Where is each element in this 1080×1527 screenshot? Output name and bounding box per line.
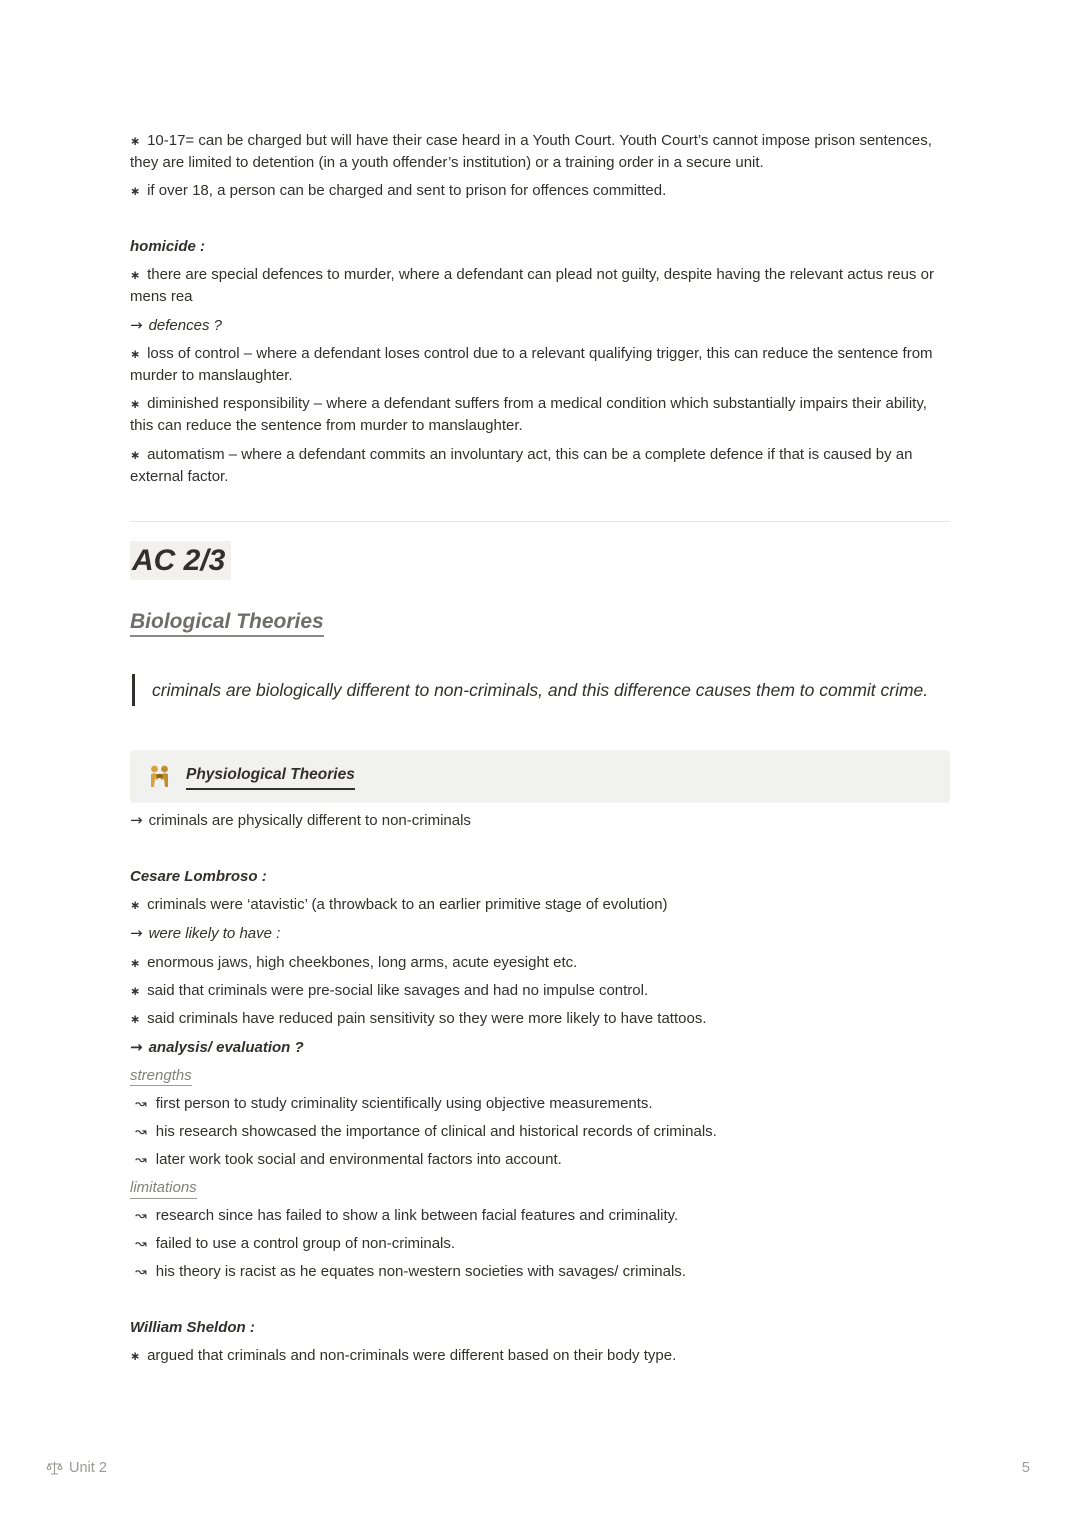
limitations-label-row	[130, 1177, 950, 1199]
bullet-item	[130, 393, 950, 437]
arrow-item	[130, 314, 950, 337]
section-heading-lombroso: Cesare Lombroso :	[130, 868, 267, 886]
bullet-item	[130, 130, 950, 174]
quote-block: criminals are biologically different to non-criminals, and this difference causes them to commit crime.	[132, 674, 950, 706]
arrow-item	[130, 922, 950, 945]
bullet-item	[130, 980, 950, 1002]
arrow-item-analysis	[130, 1036, 950, 1059]
bullet-text: enormous jaws, high cheekbones, long arms, acute eyesight etc.	[147, 953, 578, 971]
callout-title: Physiological Theories	[186, 764, 355, 790]
star-bullet-icon: ∗	[130, 347, 141, 362]
wave-arrow-icon: ↝	[135, 1151, 147, 1168]
bullet-item	[130, 952, 950, 974]
bullet-text: there are special defences to murder, where a defendant can plead not guilty, despite having the relevant actus reus or mens rea	[130, 266, 934, 306]
bullet-item	[130, 180, 950, 202]
star-bullet-icon: ∗	[130, 397, 141, 412]
star-bullet-icon: ∗	[130, 1349, 141, 1364]
star-bullet-icon: ∗	[130, 983, 141, 998]
star-bullet-icon: ∗	[130, 184, 141, 199]
bullet-item	[130, 264, 950, 308]
wrestlers-emoji	[146, 763, 173, 790]
star-bullet-icon: ∗	[130, 898, 141, 913]
limitation-text: failed to use a control group of non-criminals.	[155, 1234, 456, 1252]
wave-arrow-icon: ↝	[135, 1235, 147, 1252]
strength-item	[130, 1121, 950, 1143]
footer-unit	[46, 1458, 107, 1479]
bullet-text: diminished responsibility – where a defendant suffers from a medical condition which substantially impairs their ability, this can reduce the sentence from murder to manslaughter.	[130, 395, 927, 435]
document-body	[130, 124, 950, 1373]
limitation-text: research since has failed to show a link between facial features and criminality.	[155, 1206, 679, 1224]
arrow-text: analysis/ evaluation ?	[148, 1038, 304, 1056]
right-arrow-icon: →	[130, 1037, 143, 1056]
bullet-item	[130, 894, 950, 916]
wave-arrow-icon: ↝	[135, 1095, 147, 1112]
star-bullet-icon: ∗	[130, 447, 141, 462]
arrow-item	[130, 809, 950, 832]
bullet-text: said criminals have reduced pain sensitivity so they were more likely to have tattoos.	[147, 1009, 707, 1027]
bullet-text: 10-17= can be charged but will have their case heard in a Youth Court. Youth Court’s cannot impose prison sentences, they are limited to detention (in a youth offender’s institution) or a training order in a secure unit.	[130, 132, 932, 172]
strengths-label: strengths	[130, 1067, 192, 1087]
section-divider	[130, 521, 950, 522]
star-bullet-icon: ∗	[130, 955, 141, 970]
arrow-text: defences ?	[148, 317, 222, 335]
footer-page-number: 5	[1021, 1460, 1030, 1476]
right-arrow-icon: →	[130, 316, 143, 335]
footer-unit-label: Unit 2	[69, 1460, 107, 1476]
limitation-item	[130, 1261, 950, 1283]
limitation-text: his theory is racist as he equates non-western societies with savages/ criminals.	[155, 1263, 686, 1281]
section-heading-sheldon: William Sheldon :	[130, 1319, 255, 1337]
strengths-label-row	[130, 1065, 950, 1087]
arrow-text: were likely to have :	[148, 925, 281, 943]
strength-item	[130, 1093, 950, 1115]
right-arrow-icon: →	[130, 811, 143, 830]
bullet-item	[130, 1345, 950, 1367]
bullet-text: said that criminals were pre-social like savages and had no impulse control.	[147, 981, 649, 999]
strength-text: first person to study criminality scientifically using objective measurements.	[155, 1094, 653, 1112]
limitation-item	[130, 1205, 950, 1227]
star-bullet-icon: ∗	[130, 134, 141, 148]
limitation-item	[130, 1233, 950, 1255]
strength-text: his research showcased the importance of clinical and historical records of criminals.	[155, 1122, 717, 1140]
bullet-text: criminals were ‘atavistic’ (a throwback to an earlier primitive stage of evolution)	[147, 896, 668, 914]
bullet-item	[130, 1008, 950, 1030]
bullet-text: automatism – where a defendant commits an involuntary act, this can be a complete defence if that is caused by an external factor.	[130, 445, 913, 485]
wave-arrow-icon: ↝	[135, 1123, 147, 1140]
wave-arrow-icon: ↝	[135, 1264, 147, 1281]
star-bullet-icon: ∗	[130, 1011, 141, 1026]
page-footer	[46, 1458, 1030, 1479]
bullet-text: argued that criminals and non-criminals were different based on their body type.	[147, 1347, 677, 1365]
limitations-label: limitations	[130, 1179, 197, 1199]
bullet-text: if over 18, a person can be charged and sent to prison for offences committed.	[147, 182, 667, 200]
right-arrow-icon: →	[130, 924, 143, 943]
strength-text: later work took social and environmental factors into account.	[155, 1150, 562, 1168]
page-title-highlight: AC 2/3	[130, 541, 231, 580]
star-bullet-icon: ∗	[130, 268, 141, 283]
wave-arrow-icon: ↝	[135, 1207, 147, 1224]
scales-icon	[46, 1460, 63, 1477]
page-title	[130, 542, 950, 580]
bullet-item	[130, 343, 950, 387]
bullet-item	[130, 444, 950, 488]
bullet-text: loss of control – where a defendant loses control due to a relevant qualifying trigger, this can reduce the sentence from murder to manslaughter.	[130, 345, 933, 385]
strength-item	[130, 1149, 950, 1171]
callout-physiological-theories	[130, 750, 950, 803]
arrow-text: criminals are physically different to non-criminals	[148, 812, 471, 830]
section-heading-homicide: homicide :	[130, 238, 206, 256]
subsection-title-biological-theories: Biological Theories	[130, 607, 324, 638]
